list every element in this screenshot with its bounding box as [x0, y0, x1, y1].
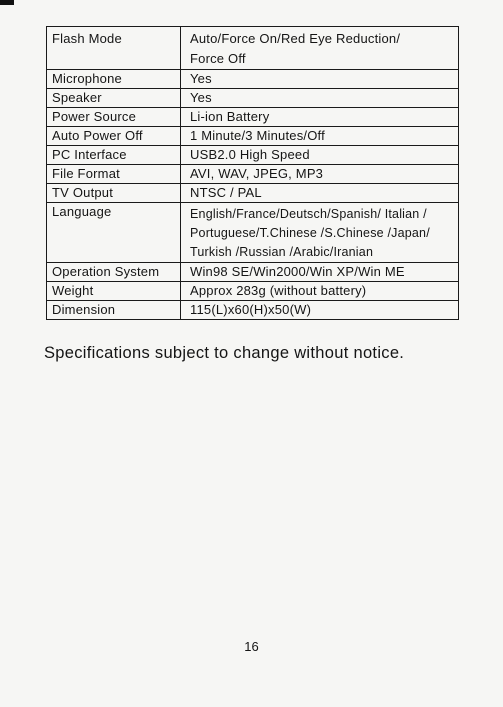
spec-row-microphone — [47, 70, 459, 89]
spec-value-line: Portuguese/T.Chinese /S.Chinese /Japan/ — [190, 226, 430, 240]
spec-row-dimension — [47, 301, 459, 320]
spec-value: NTSC / PAL — [181, 184, 459, 203]
spec-value: USB2.0 High Speed — [181, 146, 459, 165]
spec-row-auto-power-off — [47, 127, 459, 146]
spec-label: Flash Mode — [47, 27, 181, 70]
spec-label: Dimension — [47, 301, 181, 320]
spec-label: File Format — [47, 165, 181, 184]
spec-value — [181, 203, 459, 263]
spec-label: Microphone — [47, 70, 181, 89]
specifications-table — [46, 26, 459, 320]
spec-value-line: Force Off — [190, 51, 246, 66]
spec-row-file-format — [47, 165, 459, 184]
spec-label: TV Output — [47, 184, 181, 203]
spec-label: Auto Power Off — [47, 127, 181, 146]
spec-value: Li-ion Battery — [181, 108, 459, 127]
spec-value — [181, 27, 459, 70]
spec-value-line: English/France/Deutsch/Spanish/ Italian / — [190, 207, 427, 221]
spec-row-operation-system — [47, 263, 459, 282]
spec-value-line: Turkish /Russian /Arabic/Iranian — [190, 245, 374, 259]
spec-row-flash-mode — [47, 27, 459, 70]
spec-row-pc-interface — [47, 146, 459, 165]
page-number: 16 — [244, 639, 259, 654]
spec-value: Approx 283g (without battery) — [181, 282, 459, 301]
spec-row-tv-output — [47, 184, 459, 203]
spec-value: Yes — [181, 89, 459, 108]
spec-value-line: Auto/Force On/Red Eye Reduction/ — [190, 31, 401, 46]
spec-value: Win98 SE/Win2000/Win XP/Win ME — [181, 263, 459, 282]
spec-label: Operation System — [47, 263, 181, 282]
corner-mark — [0, 0, 14, 5]
spec-value: 1 Minute/3 Minutes/Off — [181, 127, 459, 146]
spec-label: PC Interface — [47, 146, 181, 165]
spec-row-weight — [47, 282, 459, 301]
spec-label: Weight — [47, 282, 181, 301]
spec-row-power-source — [47, 108, 459, 127]
spec-label: Power Source — [47, 108, 181, 127]
spec-row-speaker — [47, 89, 459, 108]
spec-label: Language — [47, 203, 181, 263]
spec-row-language — [47, 203, 459, 263]
spec-value: AVI, WAV, JPEG, MP3 — [181, 165, 459, 184]
spec-value: Yes — [181, 70, 459, 89]
specifications-note: Specifications subject to change without notice. — [44, 344, 405, 362]
spec-value: 115(L)x60(H)x50(W) — [181, 301, 459, 320]
spec-label: Speaker — [47, 89, 181, 108]
